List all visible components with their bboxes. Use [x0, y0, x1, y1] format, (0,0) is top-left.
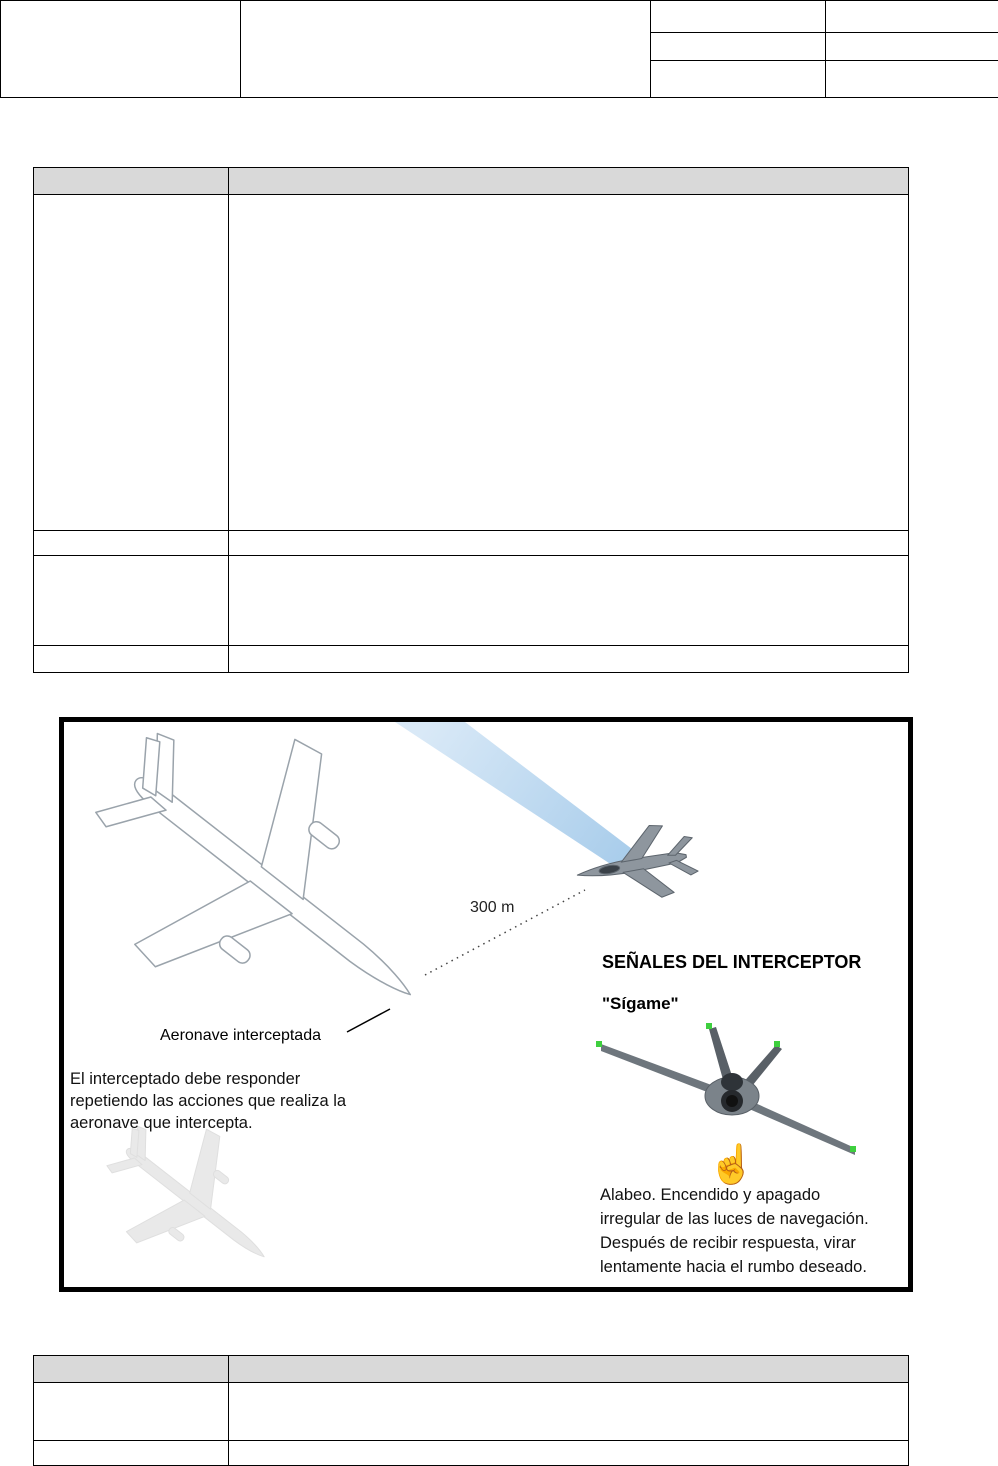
left-caption: [70, 1070, 347, 1132]
table-cell: [229, 195, 909, 531]
header-cell-r3c1: [651, 61, 826, 98]
table-row: [34, 556, 229, 646]
table-cell: [229, 531, 909, 556]
table-row: [34, 646, 229, 673]
header-cell-r1c2: [826, 1, 998, 33]
table-top-header-right: [229, 168, 909, 195]
header-cell-title: [241, 1, 651, 98]
table-row: [34, 1441, 229, 1466]
right-caption-line: lentamente hacia el rumbo deseado.: [600, 1258, 867, 1276]
left-caption-line: repetiendo las acciones que realiza la: [70, 1092, 347, 1110]
table-row: [34, 195, 229, 531]
table-top-header-left: [34, 168, 229, 195]
right-caption-line: Alabeo. Encendido y apagado: [600, 1186, 821, 1204]
rear-canopy: [721, 1073, 743, 1091]
header-cell-r1c1: [651, 1, 826, 33]
left-caption-line: aeronave que intercepta.: [70, 1114, 253, 1132]
right-caption: [600, 1186, 869, 1276]
header-cell-r2c1: [651, 33, 826, 61]
signals-title: SEÑALES DEL INTERCEPTOR: [602, 952, 862, 972]
intercepted-airliner: [64, 722, 493, 1101]
signal-name: "Sígame": [602, 994, 679, 1013]
table-row: [34, 531, 229, 556]
interceptor-rear-view: [596, 1023, 856, 1155]
right-caption-line: irregular de las luces de navegación.: [600, 1210, 869, 1228]
label-pointer-line: [347, 1009, 390, 1032]
table-bottom-header-left: [34, 1356, 229, 1383]
distance-label: 300 m: [470, 899, 515, 916]
rear-engine-core: [726, 1095, 738, 1107]
table-cell: [229, 646, 909, 673]
left-caption-line: El interceptado debe responder: [70, 1070, 301, 1088]
header-cell-r3c2: [826, 61, 998, 98]
hand-pointer-icon: ☝: [708, 1144, 756, 1186]
table-cell: [229, 1441, 909, 1466]
header-cell-logo: [1, 1, 241, 98]
nav-light-icon: [596, 1041, 602, 1047]
table-cell: [229, 1383, 909, 1441]
figure-frame: [59, 717, 913, 1292]
info-table-top: [33, 167, 909, 673]
table-bottom-header-right: [229, 1356, 909, 1383]
interception-figure: [64, 722, 908, 1287]
contrail-beam: [395, 722, 632, 869]
right-caption-line: Después de recibir respuesta, virar: [600, 1234, 856, 1252]
table-cell: [229, 556, 909, 646]
nav-light-icon: [850, 1146, 856, 1152]
info-table-bottom: [33, 1355, 909, 1466]
nav-light-icon: [706, 1023, 712, 1029]
intercepted-aircraft-label: Aeronave interceptada: [160, 1027, 321, 1044]
table-row: [34, 1383, 229, 1441]
header-cell-r2c2: [826, 33, 998, 61]
nav-light-icon: [774, 1041, 780, 1047]
header-table: [0, 0, 998, 98]
